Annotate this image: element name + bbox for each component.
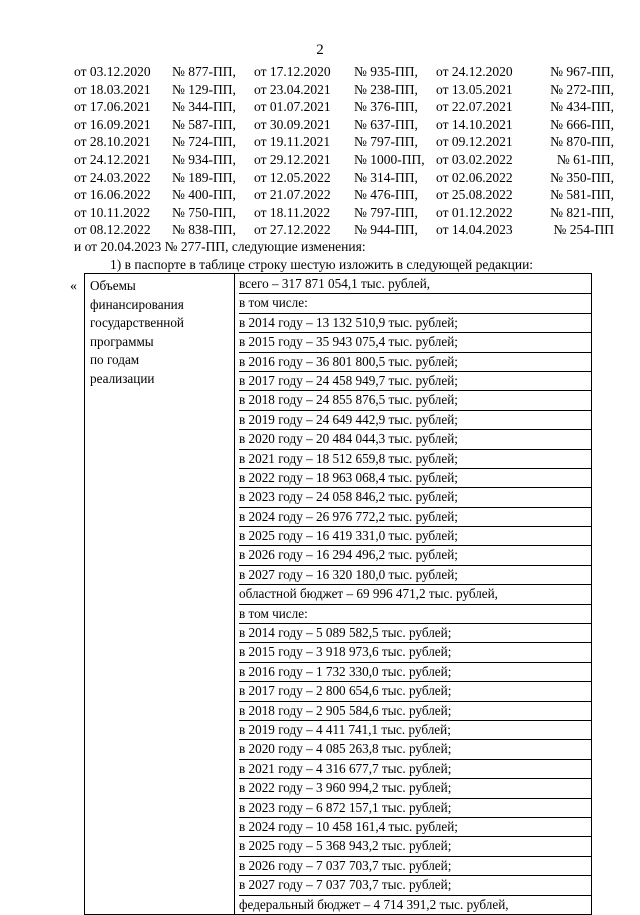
reference-date: от 24.12.2021: [74, 151, 151, 167]
reference-number: № 272-ПП,: [550, 81, 614, 97]
reference-number: № 581-ПП,: [550, 187, 614, 203]
reference-row: [74, 186, 614, 204]
reference-date: от 13.05.2021: [436, 81, 513, 97]
reference-row: [74, 169, 614, 187]
value-line: в 2021 году – 4 316 677,7 тыс. рублей;: [239, 760, 592, 779]
reference-number: № 476-ПП,: [354, 187, 418, 203]
reference-date: от 28.10.2021: [74, 134, 151, 150]
value-line: областной бюджет – 69 996 471,2 тыс. рублей,: [239, 585, 592, 604]
value-line: в 2022 году – 3 960 994,2 тыс. рублей;: [239, 779, 592, 798]
reference-number: № 314-ПП,: [354, 169, 418, 185]
page-number: 2: [316, 42, 324, 58]
reference-date: от 12.05.2022: [254, 169, 331, 185]
value-line: всего – 317 871 054,1 тыс. рублей,: [239, 275, 592, 294]
value-line: в 2026 году – 7 037 703,7 тыс. рублей;: [239, 857, 592, 876]
reference-number: № 376-ПП,: [354, 99, 418, 115]
reference-number: № 944-ПП,: [354, 222, 418, 238]
item-1-text: 1) в паспорте в таблице строку шестую изложить в следующей редакции:: [110, 257, 534, 272]
reference-number: № 821-ПП,: [550, 204, 614, 220]
reference-number: № 724-ПП,: [172, 134, 236, 150]
value-line: в 2025 году – 16 419 331,0 тыс. рублей;: [239, 527, 592, 546]
reference-date: от 03.02.2022: [436, 151, 513, 167]
value-line: в 2024 году – 10 458 161,4 тыс. рублей;: [239, 818, 592, 837]
row-name-line: Объемы: [90, 278, 136, 293]
reference-row: [74, 98, 614, 116]
reference-date: от 16.06.2022: [74, 187, 151, 203]
row-values-cell: [235, 274, 592, 915]
value-line: в 2018 году – 2 905 584,6 тыс. рублей;: [239, 702, 592, 721]
reference-date: от 30.09.2021: [254, 116, 331, 132]
reference-number: № 870-ПП,: [550, 134, 614, 150]
reference-row: [74, 151, 614, 169]
references-tail: и от 20.04.2023 № 277-ПП, следующие изменения:: [74, 239, 366, 254]
row-name-line: государственной: [90, 315, 184, 330]
reference-number: № 254-ПП: [553, 222, 614, 238]
reference-date: от 25.08.2022: [436, 187, 513, 203]
reference-number: № 797-ПП,: [354, 204, 418, 220]
value-line: в 2018 году – 24 855 876,5 тыс. рублей;: [239, 391, 592, 410]
reference-number: № 587-ПП,: [172, 116, 236, 132]
opening-quote: «: [70, 279, 77, 294]
row-name-line: реализации: [90, 370, 155, 386]
reference-date: от 03.12.2020: [74, 64, 151, 79]
reference-number: № 934-ПП,: [172, 151, 236, 167]
reference-date: от 17.12.2020: [254, 64, 331, 79]
reference-row: [74, 81, 614, 99]
reference-date: от 24.03.2022: [74, 169, 151, 185]
value-line: в 2014 году – 13 132 510,9 тыс. рублей;: [239, 314, 592, 333]
reference-date: от 27.12.2022: [254, 222, 331, 238]
reference-number: № 434-ПП,: [550, 99, 614, 115]
reference-date: от 24.12.2020: [436, 64, 513, 79]
reference-date: от 17.06.2021: [74, 99, 151, 115]
reference-date: от 19.11.2021: [254, 134, 331, 150]
reference-date: от 01.07.2021: [254, 99, 331, 115]
value-line: в 2020 году – 4 085 263,8 тыс. рублей;: [239, 740, 592, 759]
reference-number: № 129-ПП,: [172, 81, 236, 97]
reference-number: № 189-ПП,: [172, 169, 236, 185]
reference-date: от 18.11.2022: [254, 204, 331, 220]
value-line: в 2020 году – 20 484 044,3 тыс. рублей;: [239, 430, 592, 449]
reference-date: от 08.12.2022: [74, 222, 151, 238]
value-line: в 2016 году – 1 732 330,0 тыс. рублей;: [239, 663, 592, 682]
table-row: [85, 274, 592, 915]
reference-number: № 400-ПП,: [172, 187, 236, 203]
resolution-references: [74, 63, 614, 239]
passport-table: [84, 273, 592, 915]
value-line: в 2021 году – 18 512 659,8 тыс. рублей;: [239, 450, 592, 469]
value-line: в 2027 году – 16 320 180,0 тыс. рублей;: [239, 566, 592, 585]
reference-number: № 637-ПП,: [354, 116, 418, 132]
reference-number: № 238-ПП,: [354, 81, 418, 97]
value-line: в 2017 году – 24 458 949,7 тыс. рублей;: [239, 372, 592, 391]
reference-date: от 18.03.2021: [74, 81, 151, 97]
reference-number: № 344-ПП,: [172, 99, 236, 115]
reference-date: от 23.04.2021: [254, 81, 331, 97]
value-line: в 2014 году – 5 089 582,5 тыс. рублей;: [239, 624, 592, 643]
reference-date: от 09.12.2021: [436, 134, 513, 150]
reference-number: № 935-ПП,: [354, 64, 418, 79]
reference-number: № 877-ПП,: [172, 64, 236, 79]
reference-date: от 22.07.2021: [436, 99, 513, 115]
reference-number: № 750-ПП,: [172, 204, 236, 220]
row-name-line: финансирования: [90, 296, 184, 312]
reference-row: [74, 204, 614, 222]
reference-date: от 02.06.2022: [436, 169, 513, 185]
reference-row: [74, 133, 614, 151]
value-line: в 2022 году – 18 963 068,4 тыс. рублей;: [239, 469, 592, 488]
reference-number: № 967-ПП,: [550, 64, 614, 79]
reference-date: от 14.10.2021: [436, 116, 513, 132]
reference-number: № 350-ПП,: [550, 169, 614, 185]
value-line: в 2023 году – 24 058 846,2 тыс. рублей;: [239, 488, 592, 507]
value-line: в 2019 году – 24 649 442,9 тыс. рублей;: [239, 411, 592, 430]
value-line: в 2016 году – 36 801 800,5 тыс. рублей;: [239, 353, 592, 372]
row-name-line: по годам: [90, 352, 140, 367]
reference-row: [74, 221, 614, 239]
value-line: в 2025 году – 5 368 943,2 тыс. рублей;: [239, 837, 592, 856]
value-line: в 2017 году – 2 800 654,6 тыс. рублей;: [239, 682, 592, 701]
value-line: в 2019 году – 4 411 741,1 тыс. рублей;: [239, 721, 592, 740]
reference-row: [74, 116, 614, 134]
reference-number: № 61-ПП,: [556, 151, 614, 167]
value-line: в 2023 году – 6 872 157,1 тыс. рублей;: [239, 799, 592, 818]
value-line: в том числе:: [239, 605, 592, 624]
reference-date: от 21.07.2022: [254, 187, 331, 203]
value-line: в 2026 году – 16 294 496,2 тыс. рублей;: [239, 546, 592, 565]
reference-number: № 666-ПП,: [550, 116, 614, 132]
reference-number: № 838-ПП,: [172, 222, 236, 238]
reference-date: от 01.12.2022: [436, 204, 513, 220]
value-line: в том числе:: [239, 294, 592, 313]
reference-date: от 16.09.2021: [74, 116, 151, 132]
value-line: в 2015 году – 3 918 973,6 тыс. рублей;: [239, 643, 592, 662]
reference-date: от 14.04.2023: [436, 222, 513, 238]
reference-date: от 29.12.2021: [254, 151, 331, 167]
reference-row: [74, 63, 614, 81]
reference-number: № 797-ПП,: [354, 134, 418, 150]
value-line: в 2027 году – 7 037 703,7 тыс. рублей;: [239, 876, 592, 895]
value-line: в 2024 году – 26 976 772,2 тыс. рублей;: [239, 508, 592, 527]
row-name-cell: [85, 274, 235, 915]
value-line: федеральный бюджет – 4 714 391,2 тыс. рублей,: [239, 896, 509, 912]
value-line: в 2015 году – 35 943 075,4 тыс. рублей;: [239, 333, 592, 352]
reference-date: от 10.11.2022: [74, 204, 151, 220]
row-name-line: программы: [90, 333, 154, 349]
reference-number: № 1000-ПП,: [354, 151, 425, 167]
